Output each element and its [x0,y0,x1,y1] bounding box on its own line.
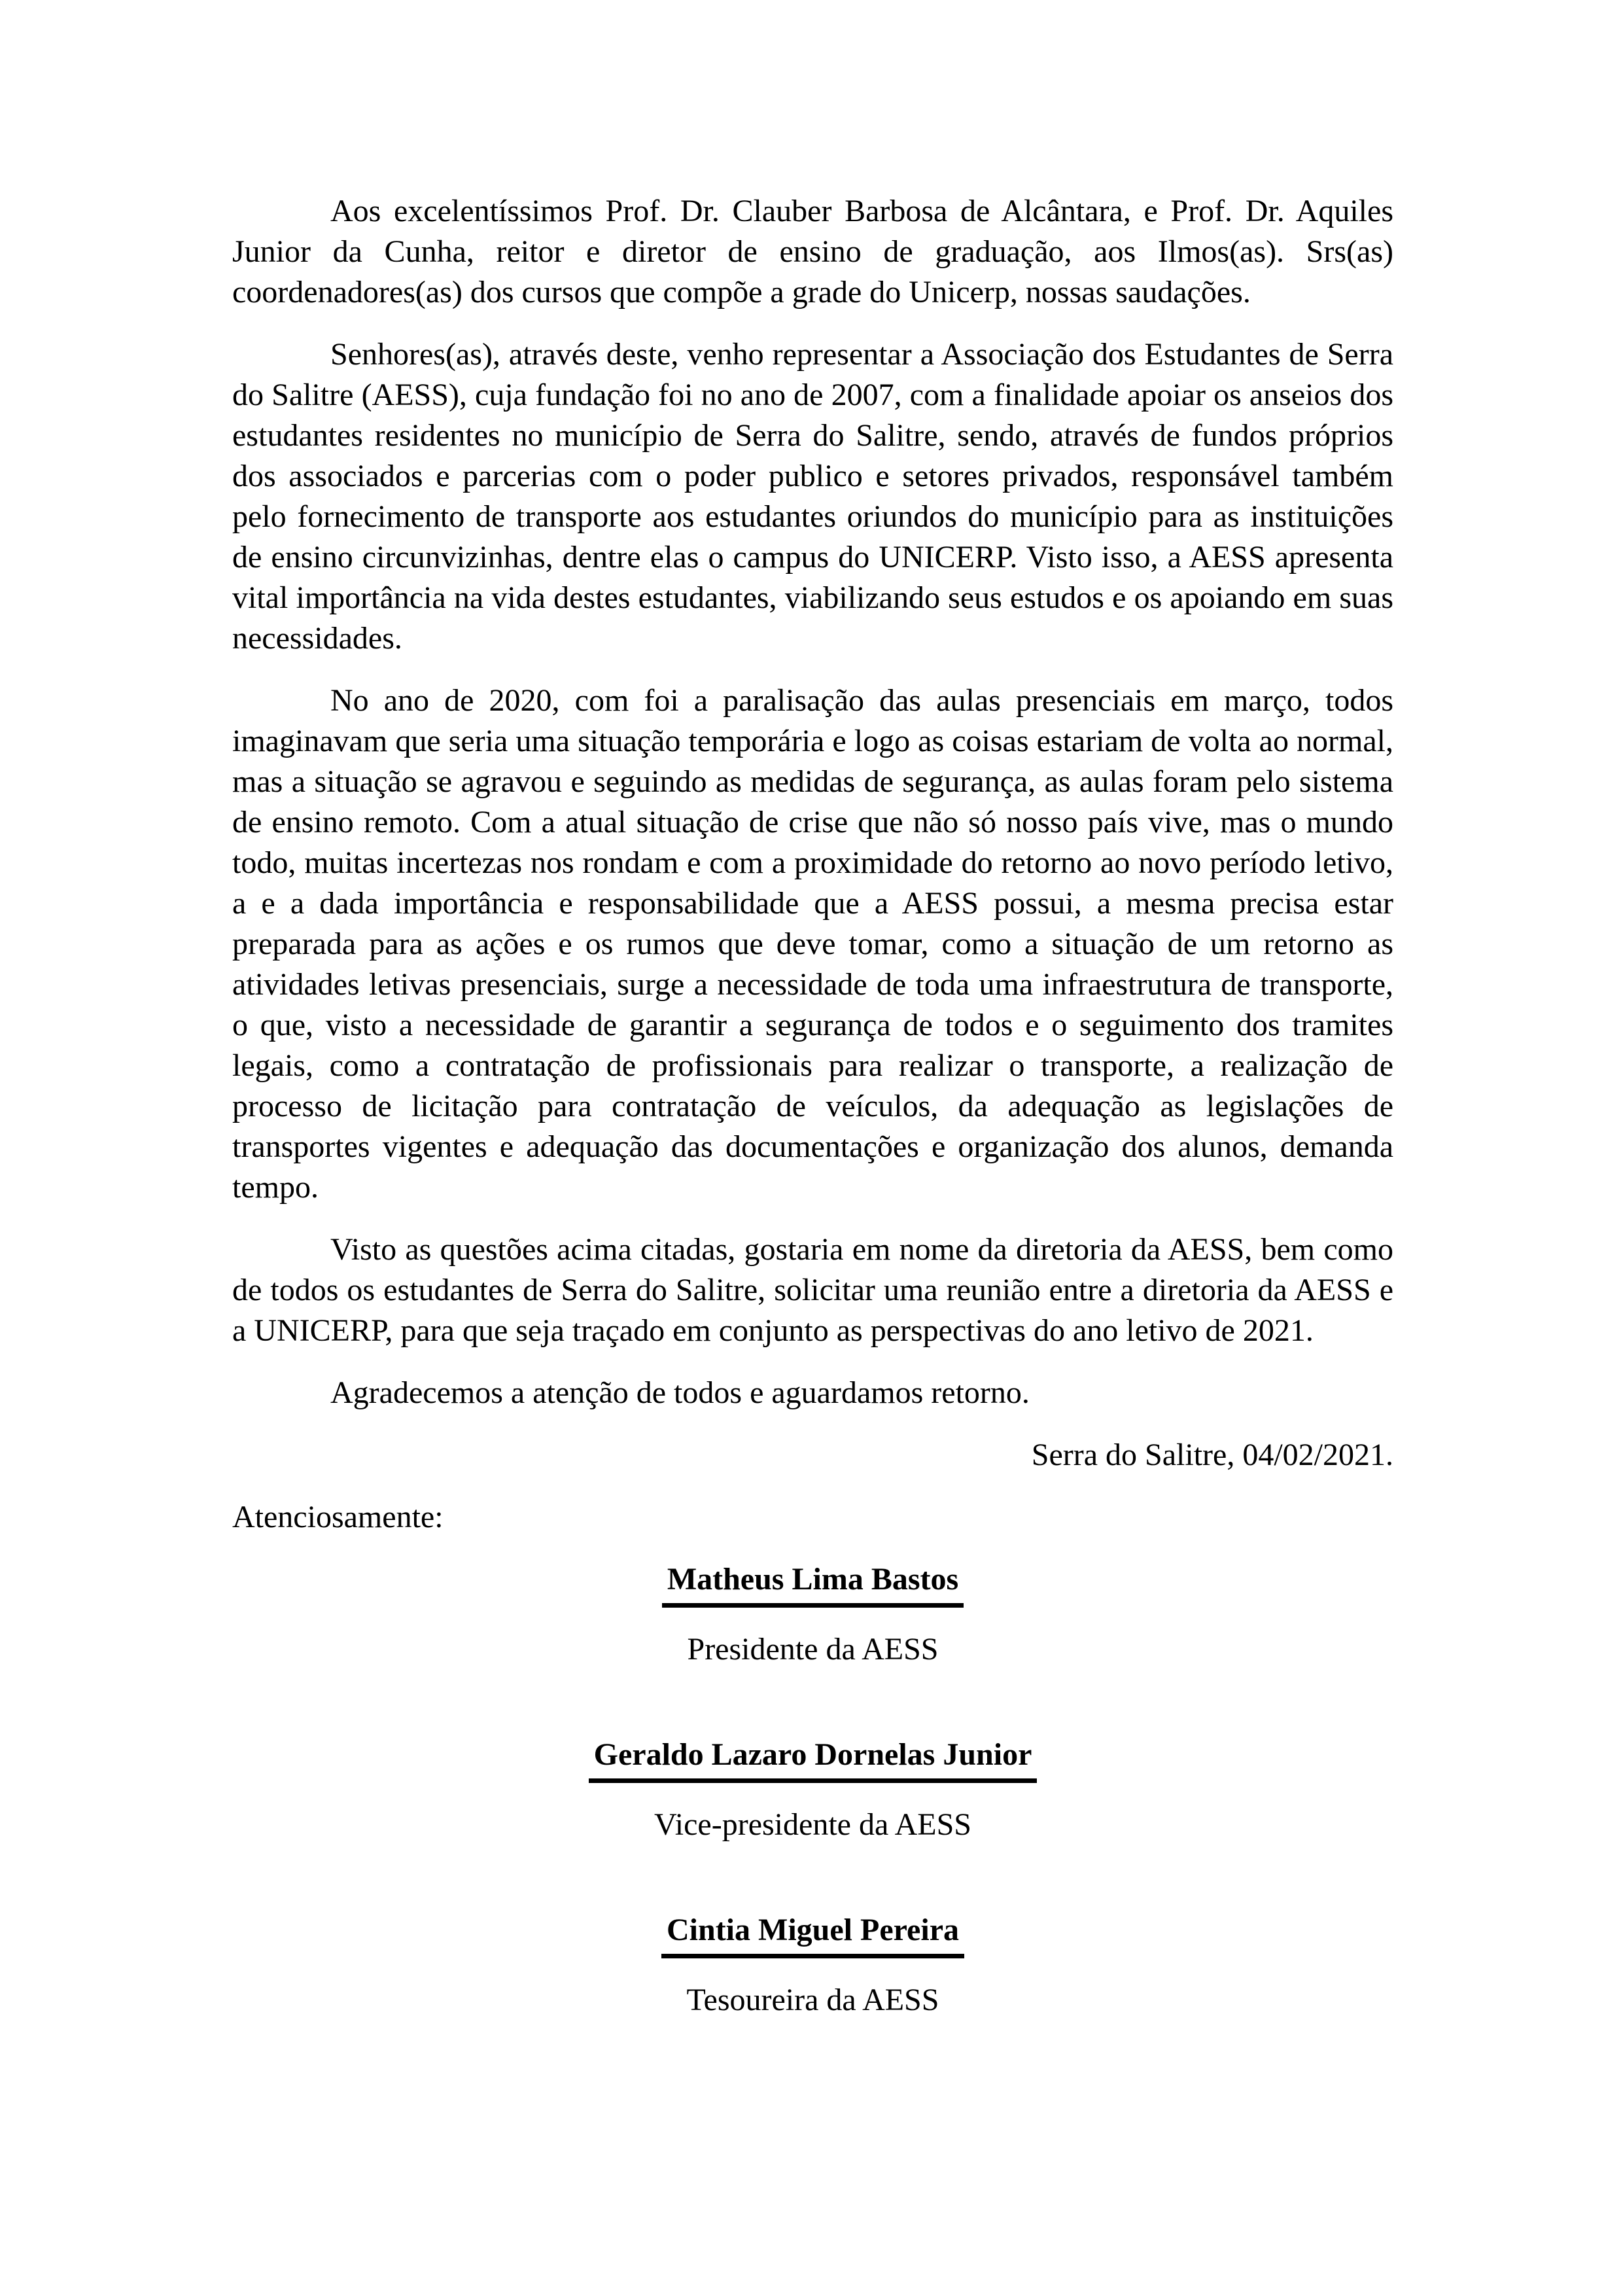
signature-name [232,1735,1393,1783]
signature-block-treasurer [232,1910,1393,2021]
body-paragraph-thanks: Agradecemos a atenção de todos e aguardamos retorno. [330,1375,1030,1410]
date-line: Serra do Salitre, 04/02/2021. [1031,1438,1393,1472]
body-paragraph-introduction: Senhores(as), através deste, venho representar a Associação dos Estudantes de Serra do Salitre (AESS), cuja fundação foi no ano de 2007, com a finalidade apoiar os anseios dos estudantes residentes no município de Serra do Salitre, sendo, através de fundos próprios dos associados e parcerias com o poder publico e setores privados, responsável também pelo fornecimento de transporte aos estudantes oriundos do município para as instituições de ensino circunvizinhas, dentre elas o campus do UNICERP. Visto isso, a AESS apresenta vital importância na vida destes estudantes, viabilizando seus estudos e os apoiando em suas necessidades. [232,337,1393,656]
signature-role: Tesoureira da AESS [686,1983,939,2017]
signature-role: Presidente da AESS [687,1632,939,1667]
body-paragraph-request: Visto as questões acima citadas, gostaria em nome da diretoria da AESS, bem como de todos os estudantes de Serra do Salitre, solicitar uma reunião entre a diretoria da AESS e a UNICERP, para que seja traçado em conjunto as perspectivas do ano letivo de 2021. [232,1232,1393,1348]
signature-name-text: Geraldo Lazaro Dornelas Junior [589,1735,1038,1783]
signature-block-president [232,1559,1393,1670]
signature-role: Vice-presidente da AESS [654,1807,971,1842]
body-paragraph-context-2020: No ano de 2020, com foi a paralisação das aulas presenciais em março, todos imaginavam que seria uma situação temporária e logo as coisas estariam de volta ao normal, mas a situação se agravou e seguindo as medidas de segurança, as aulas foram pelo sistema de ensino remoto. Com a atual situação de crise que não só nosso país vive, mas o mundo todo, muitas incertezas nos rondam e com a proximidade do retorno ao novo período letivo, a e a dada importância e responsabilidade que a AESS possui, a mesma precisa estar preparada para as ações e os rumos que deve tomar, como a situação de um retorno as atividades letivas presenciais, surge a necessidade de toda uma infraestrutura de transporte, o que, visto a necessidade de garantir a segurança de todos e o seguimento dos tramites legais, como a contratação de profissionais para realizar o transporte, a realização de processo de licitação para contratação de veículos, da adequação as legislações de transportes vigentes e adequação das documentações e organização dos alunos, demanda tempo. [232,683,1393,1205]
signature-name [232,1559,1393,1608]
signature-name-text: Cintia Miguel Pereira [661,1910,964,1958]
signature-name [232,1910,1393,1958]
signature-block-vice-president [232,1735,1393,1845]
closing-salutation: Atenciosamente: [232,1500,444,1534]
signature-name-text: Matheus Lima Bastos [662,1559,964,1608]
body-paragraph-salutation: Aos excelentíssimos Prof. Dr. Clauber Barbosa de Alcântara, e Prof. Dr. Aquiles Junior da Cunha, reitor e diretor de ensino de graduação, aos Ilmos(as). Srs(as) coordenadores(as) dos cursos que compõe a grade do Unicerp, nossas saudações. [232,194,1393,309]
